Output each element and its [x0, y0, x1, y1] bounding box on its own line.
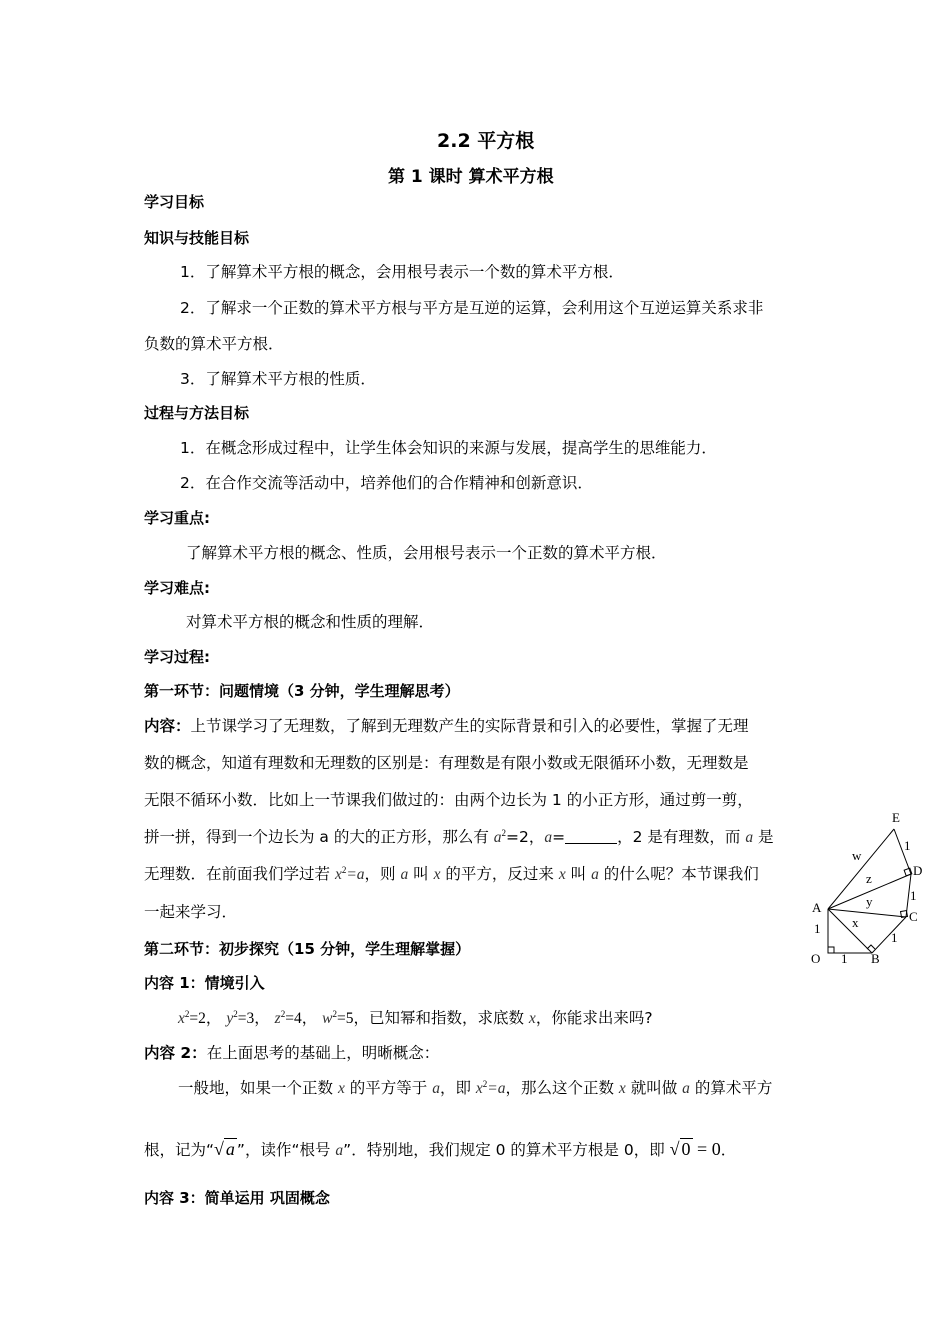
label-one-BC: 1	[891, 930, 898, 945]
label-one-CD: 1	[910, 888, 917, 903]
point-B: B	[871, 951, 880, 966]
eq-z2-4: =4，	[285, 1010, 318, 1027]
right-angle-O	[828, 947, 834, 953]
var-y: y	[226, 1010, 234, 1027]
goals-heading: 学习目标	[144, 193, 205, 211]
key-point-text: 了解算术平方根的概念、性质，会用根号表示一个正数的算术平方根．	[186, 544, 667, 562]
label-one-OB: 1	[841, 951, 848, 966]
exponent-2: 2	[332, 1009, 337, 1019]
c2-text-d: ，那么这个正数	[505, 1079, 619, 1097]
c2-text-h: ”，读作“根号	[236, 1141, 336, 1159]
section2-heading: 第二环节：初步探究（15 分钟，学生理解掌握）	[144, 940, 471, 958]
line5-text-f: 的什么呢？本节课我们	[598, 865, 759, 883]
var-x: x	[475, 1080, 483, 1097]
segment-AC-y	[828, 909, 906, 917]
key-point-heading: 学习重点:	[144, 509, 210, 527]
var-a: a	[432, 1080, 440, 1097]
knowledge-item-2-line-2: 负数的算术平方根．	[144, 335, 284, 353]
content1-equations	[178, 1008, 653, 1029]
var-x: x	[334, 866, 342, 883]
point-C: C	[909, 909, 918, 924]
right-angle-D	[904, 868, 912, 876]
right-angle-B	[867, 945, 875, 949]
line4-text-a: 拼一拼，得到一个边长为 a 的大的正方形，那么有	[144, 828, 494, 846]
content2-intro: 在上面思考的基础上，明晰概念：	[206, 1044, 440, 1062]
line4-eq2: =	[552, 828, 566, 846]
content1-question-b: ，你能求出来吗?	[535, 1009, 653, 1027]
segment-AB-x	[828, 909, 872, 953]
c2-text-i: ”．特别地，我们规定 0 的算术平方根是 0，即	[343, 1141, 670, 1159]
section1-line-1	[144, 716, 749, 736]
var-a: a	[591, 866, 599, 883]
var-x: x	[558, 866, 566, 883]
section1-line-3: 无限不循环小数．比如上一节课我们做过的：由两个边长为 1 的小正方形，通过剪一剪，	[144, 791, 753, 809]
eq-x2-2: =2，	[189, 1010, 222, 1027]
exponent-2: 2	[341, 865, 347, 875]
var-a: a	[745, 829, 754, 846]
line4-eq1: =2，	[506, 828, 545, 846]
line5-text-a: 无理数．在前面我们学过若	[144, 865, 335, 883]
segment-BC	[872, 917, 906, 953]
exponent-2: 2	[501, 828, 507, 838]
sqrt-zero-notation: √ 0 = 0	[669, 1139, 721, 1159]
var-z: z	[274, 1010, 281, 1027]
label-y: y	[866, 894, 873, 909]
var-a: a	[400, 866, 409, 883]
content1-question-a: 已知幂和指数，求底数	[368, 1009, 529, 1027]
exponent-2: 2	[233, 1009, 238, 1019]
var-a: a	[682, 1080, 690, 1097]
var-a: a	[544, 829, 553, 846]
c2-text-f: 的算术平方	[689, 1079, 773, 1097]
spiral-triangle-figure	[805, 805, 935, 970]
eq-x2-a: =a	[487, 1080, 506, 1097]
content2-label: 内容 2：	[144, 1044, 207, 1062]
process-item-2: 2．在合作交流等活动中，培养他们的合作精神和创新意识．	[180, 474, 593, 492]
line4-text-b: ，2 是有理数，而	[617, 828, 746, 846]
c2-text-j: ．	[720, 1141, 737, 1159]
content2-intro-line	[144, 1043, 439, 1063]
difficulty-heading: 学习难点:	[144, 579, 210, 597]
knowledge-item-2-line-1: 2．了解求一个正数的算术平方根与平方是互逆的运算，会利用这个互逆运算关系求非	[180, 299, 764, 317]
point-E: E	[892, 810, 900, 825]
point-O: O	[811, 951, 821, 966]
segment-AE-w	[828, 829, 894, 909]
section1-heading: 第一环节：问题情境（3 分钟，学生理解思考）	[144, 682, 460, 700]
c2-text-b: 的平方等于	[344, 1079, 433, 1097]
label-x: x	[852, 915, 859, 930]
line5-text-e: 叫	[565, 865, 592, 883]
var-a: a	[335, 1142, 344, 1159]
label-one-OA: 1	[814, 921, 821, 936]
difficulty-text: 对算术平方根的概念和性质的理解．	[186, 613, 435, 631]
point-A: A	[812, 900, 822, 915]
c2-text-g: 根，记为“	[144, 1141, 215, 1159]
label-one-DE: 1	[904, 838, 911, 853]
answer-blank[interactable]	[565, 829, 617, 844]
var-x: x	[433, 866, 441, 883]
eq-y2-3: =3，	[237, 1010, 270, 1027]
section1-line-4	[144, 827, 774, 848]
var-x: x	[337, 1080, 345, 1097]
sqrt-a-notation: √ a	[214, 1139, 235, 1159]
line5-text-b: ，则	[364, 865, 401, 883]
c2-text-e: 就叫做	[625, 1079, 683, 1097]
var-x: x	[178, 1010, 185, 1027]
process-heading: 过程与方法目标	[144, 404, 250, 422]
knowledge-item-3: 3．了解算术平方根的性质．	[180, 370, 376, 388]
content1-heading: 内容 1：情境引入	[144, 974, 265, 992]
exponent-2: 2	[184, 1009, 190, 1019]
page-title: 2.2 平方根	[437, 130, 535, 152]
line5-text-d: 的平方，反过来	[440, 865, 559, 883]
procedure-heading: 学习过程:	[144, 648, 210, 666]
c2-text-c: ，即	[439, 1079, 476, 1097]
eq-w2-5: =5，	[336, 1010, 369, 1027]
c2-text-a: 一般地，如果一个正数	[178, 1079, 338, 1097]
exponent-2: 2	[482, 1079, 488, 1089]
label-z: z	[866, 871, 872, 886]
line5-text-c: 叫	[408, 865, 434, 883]
content2-line-1	[178, 1078, 772, 1099]
line4-text-c: 是	[753, 828, 774, 846]
var-x: x	[618, 1080, 626, 1097]
section1-line-2: 数的概念，知道有理数和无理数的区别是：有理数是有限小数或无限循环小数，无理数是	[144, 754, 749, 772]
content2-line-2	[144, 1139, 736, 1161]
page-subtitle: 第 1 课时 算术平方根	[388, 167, 554, 187]
process-item-1: 1．在概念形成过程中，让学生体会知识的来源与发展，提高学生的思维能力．	[180, 439, 717, 457]
var-x: x	[528, 1010, 536, 1027]
knowledge-heading: 知识与技能目标	[144, 229, 250, 247]
content3-heading: 内容 3：简单运用 巩固概念	[144, 1189, 330, 1207]
knowledge-item-1: 1．了解算术平方根的概念，会用根号表示一个数的算术平方根．	[180, 263, 624, 281]
section1-line-1-text: 上节课学习了无理数，了解到无理数产生的实际背景和引入的必要性，掌握了无理	[190, 717, 749, 735]
exponent-2: 2	[280, 1009, 286, 1019]
section1-line-5	[144, 864, 759, 885]
var-w: w	[322, 1010, 333, 1027]
section1-line-6: 一起来学习．	[144, 903, 238, 921]
point-D: D	[913, 863, 923, 878]
var-a: a	[493, 829, 502, 846]
label-w: w	[852, 848, 862, 863]
eq-x2-a: =a	[346, 866, 365, 883]
section1-content-label: 内容：	[144, 717, 191, 735]
